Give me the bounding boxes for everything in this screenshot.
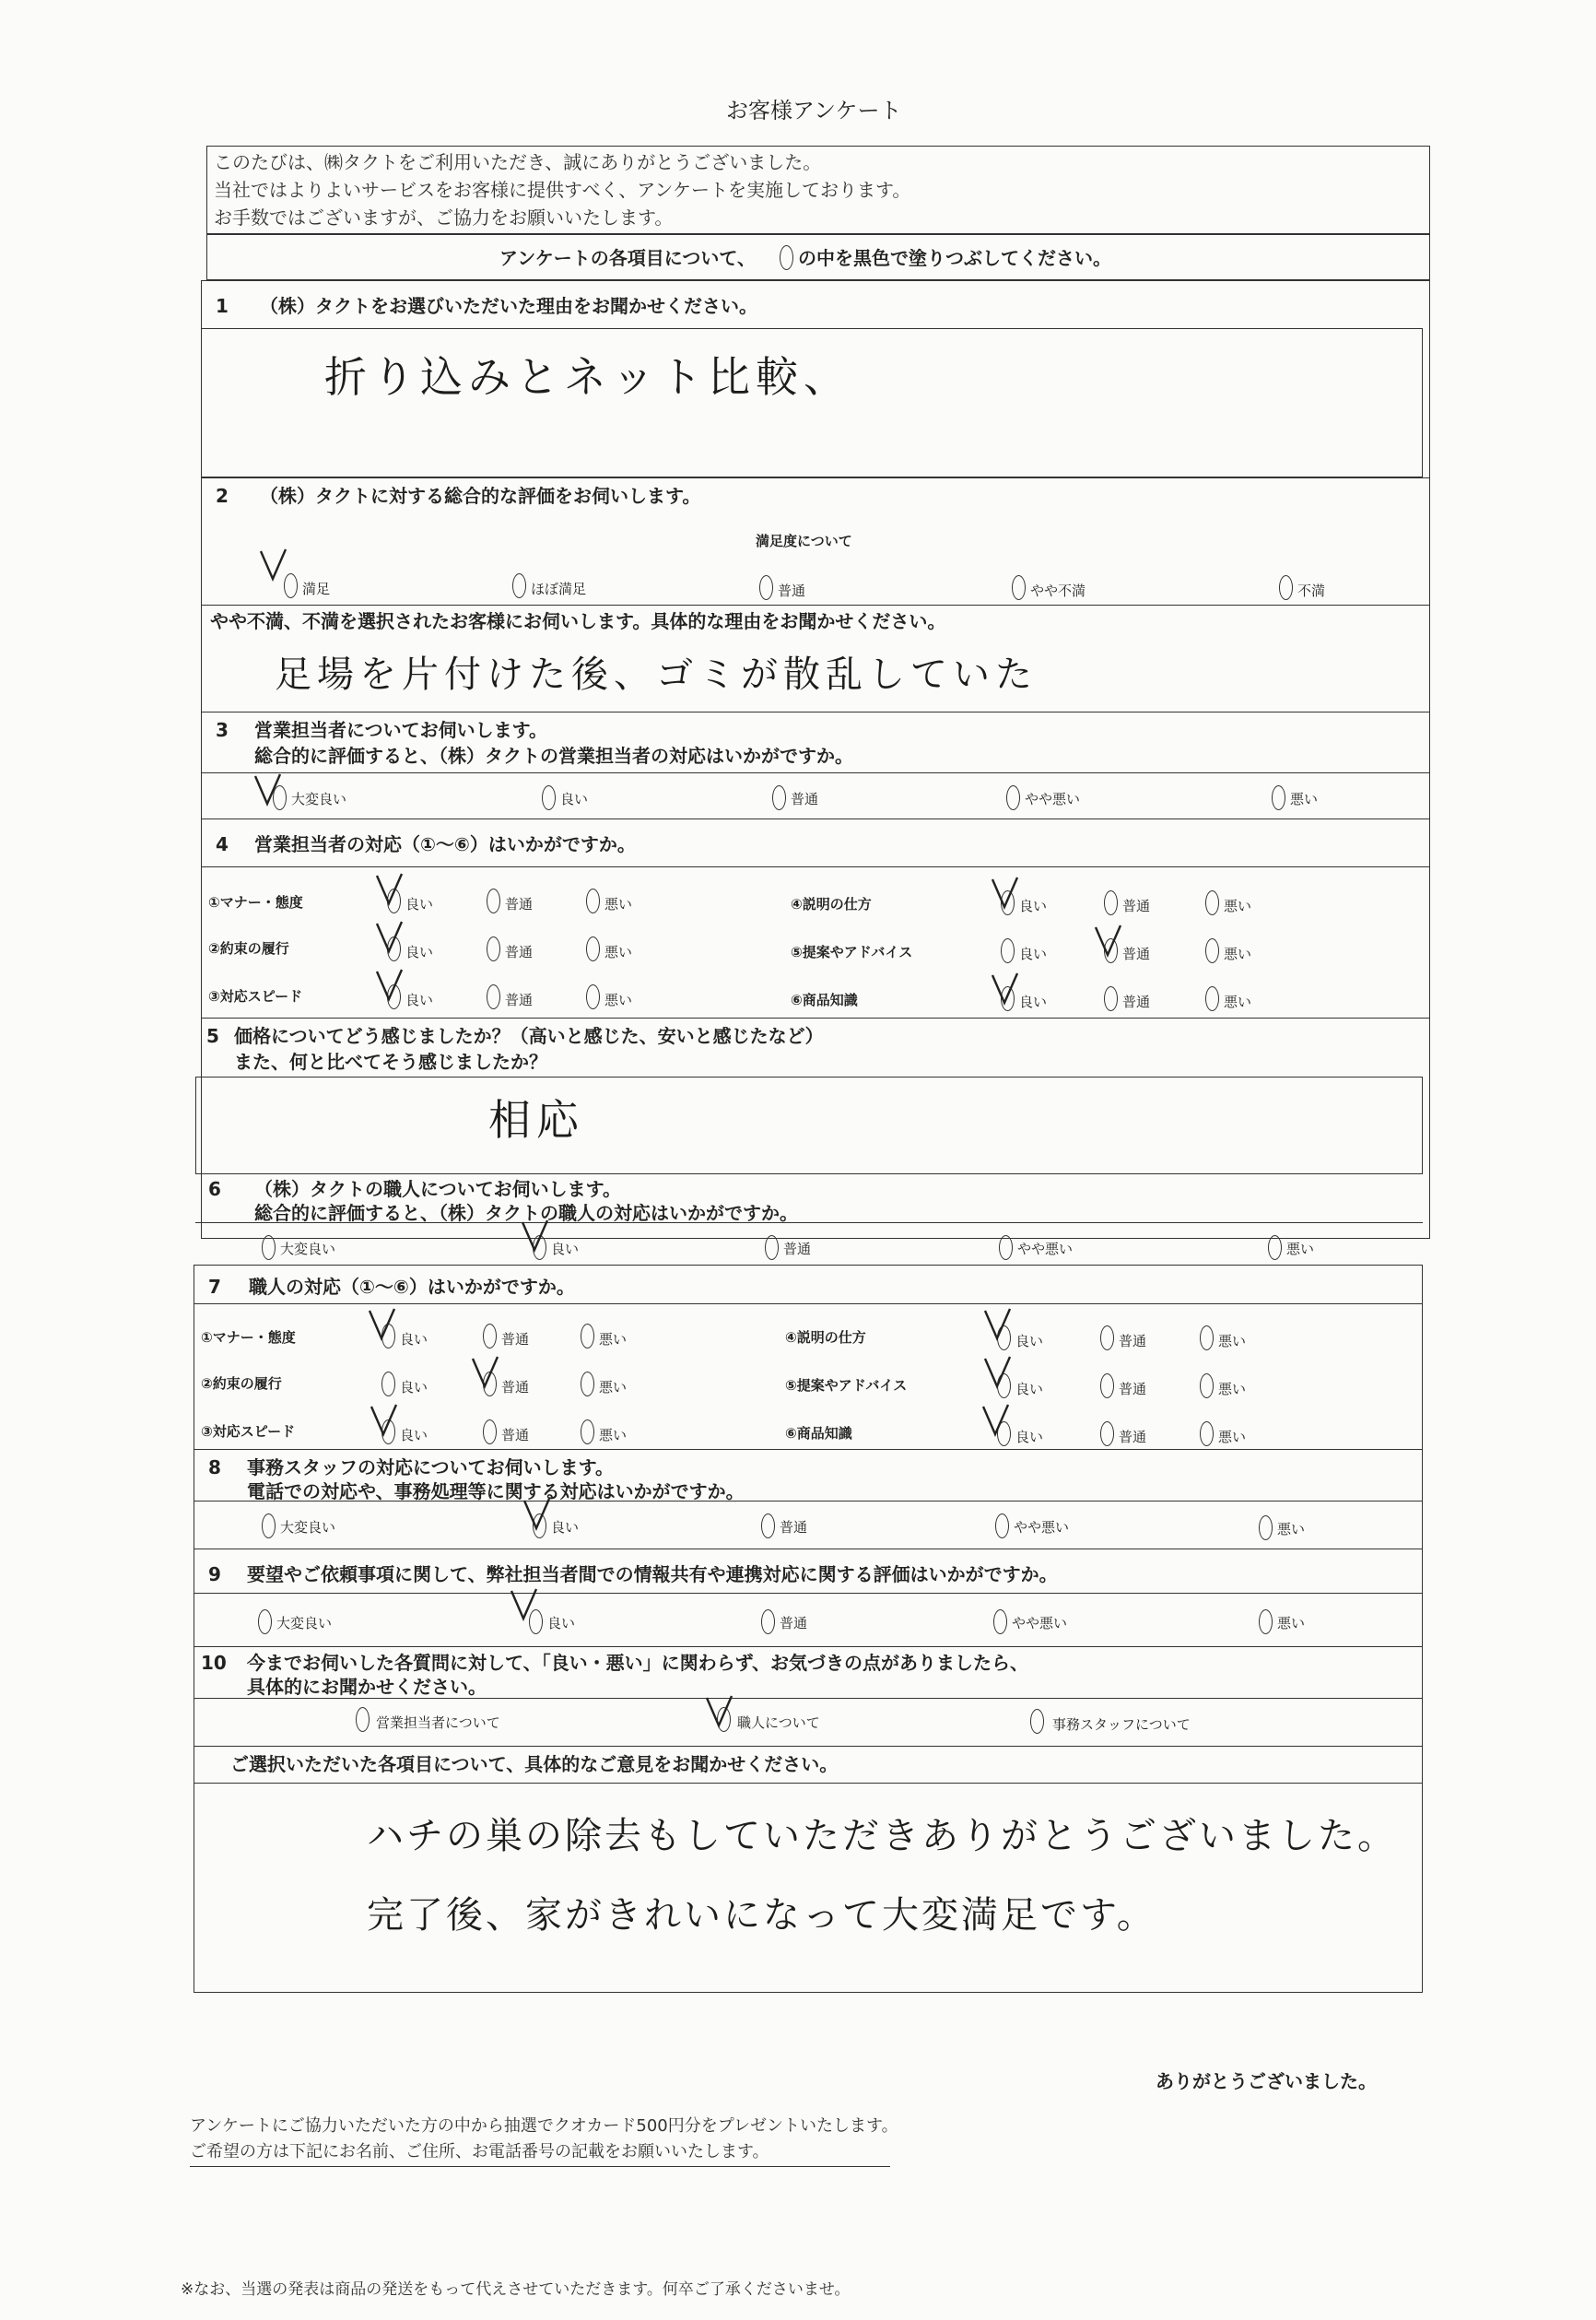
q3-option-2-oval[interactable] — [542, 785, 556, 810]
q4-scale-good: 良い — [1019, 994, 1048, 1010]
intro-line-2: 当社ではよりよいサービスをお客様に提供すべく、アンケートを実施しております。 — [214, 179, 911, 201]
q4-scale-good: 良い — [405, 992, 434, 1008]
q7-scale-bad: 悪い — [1218, 1381, 1247, 1397]
q4-number: 4 — [216, 833, 229, 855]
q4-question: 営業担当者の対応（①～⑥）はいかがですか。 — [254, 833, 636, 855]
instruction-before: アンケートの各項目について、 — [499, 247, 756, 269]
q6-option-1-label: 大変良い — [280, 1241, 336, 1257]
q4-right-1-check-icon — [990, 876, 1021, 913]
q10-check-mark-icon — [704, 1694, 735, 1731]
q4-scale-bad: 悪い — [1224, 994, 1252, 1010]
divider — [194, 1303, 1423, 1304]
q2-option-1-label: 満足 — [302, 581, 331, 597]
q6-option-4-label: やや悪い — [1017, 1241, 1074, 1257]
q8-check-mark-icon — [522, 1497, 553, 1534]
q2-option-4-oval[interactable] — [1012, 575, 1026, 600]
q2-option-5-label: 不満 — [1297, 583, 1326, 599]
q7-left-3-avg-oval[interactable] — [483, 1419, 497, 1444]
q7-left-2-good-oval[interactable] — [381, 1372, 395, 1396]
q7-left-2-bad-oval[interactable] — [581, 1372, 594, 1396]
q9-option-3-oval[interactable] — [761, 1609, 775, 1634]
q7-scale-good: 良い — [1015, 1381, 1044, 1397]
q2-check-mark-icon — [258, 548, 289, 584]
q7-scale-avg: 普通 — [501, 1331, 530, 1348]
q2-option-3-oval[interactable] — [759, 575, 773, 600]
q7-scale-bad: 悪い — [599, 1379, 628, 1396]
q7-left-3-check-icon — [369, 1403, 400, 1440]
q3-option-2-label: 良い — [560, 791, 589, 807]
q7-right-2-avg-oval[interactable] — [1100, 1373, 1114, 1398]
q7-scale-good: 良い — [400, 1331, 428, 1348]
q8-number: 8 — [208, 1456, 221, 1478]
q4-scale-avg: 普通 — [505, 896, 534, 913]
q8-option-5-oval[interactable] — [1259, 1515, 1273, 1540]
q4-right-1-bad-oval[interactable] — [1205, 890, 1219, 915]
divider — [195, 1222, 1423, 1223]
q5-number: 5 — [206, 1025, 219, 1047]
q8-option-3-label: 普通 — [780, 1519, 808, 1536]
q7-left-2-label: ②約束の履行 — [201, 1375, 282, 1392]
q3-check-mark-icon — [252, 772, 284, 809]
q2-sublabel: 満足度について — [756, 533, 852, 549]
q4-scale-good: 良い — [405, 944, 434, 960]
divider — [194, 1646, 1423, 1647]
q7-left-1-avg-oval[interactable] — [483, 1324, 497, 1348]
q7-right-3-bad-oval[interactable] — [1200, 1421, 1214, 1446]
q7-right-2-check-icon — [982, 1355, 1014, 1392]
q1-question: （株）タクトをお選びいただいた理由をお聞かせください。 — [260, 295, 757, 317]
q10-option-1-oval[interactable] — [356, 1707, 370, 1732]
q4-scale-avg: 普通 — [1122, 898, 1151, 914]
instruction-after: の中を黒色で塗りつぶしてください。 — [798, 247, 1111, 269]
q7-number: 7 — [208, 1276, 221, 1298]
q2-option-5-oval[interactable] — [1279, 575, 1293, 600]
q1-number: 1 — [216, 295, 229, 317]
q7-left-1-label: ①マナー・態度 — [201, 1329, 296, 1346]
q7-right-1-avg-oval[interactable] — [1100, 1325, 1114, 1350]
q4-left-1-check-icon — [374, 872, 405, 909]
q4-scale-good: 良い — [1019, 898, 1048, 914]
page-title: お客様アンケート — [726, 98, 902, 124]
q5-line-2: また、何と比べてそう感じましたか？ — [234, 1051, 547, 1073]
q6-option-5-oval[interactable] — [1268, 1235, 1282, 1260]
q3-option-3-oval[interactable] — [772, 785, 786, 810]
divider — [201, 605, 1430, 606]
q10-prompt: ご選択いただいた各項目について、具体的なご意見をお聞かせください。 — [230, 1753, 839, 1775]
q4-left-2-bad-oval[interactable] — [586, 936, 600, 961]
q4-scale-avg: 普通 — [505, 992, 534, 1008]
q7-right-3-label: ⑥商品知識 — [785, 1425, 852, 1442]
q3-line-1: 営業担当者についてお伺いします。 — [254, 719, 547, 741]
q4-left-2-check-icon — [374, 920, 405, 957]
q7-question: 職人の対応（①～⑥）はいかがですか。 — [249, 1276, 575, 1298]
q7-left-2-check-icon — [470, 1355, 501, 1392]
q7-left-1-check-icon — [367, 1307, 398, 1344]
q10-answer-line-2: 完了後、家がきれいになって大変満足です。 — [367, 1894, 1156, 1937]
q4-scale-bad: 悪い — [1224, 898, 1252, 914]
q10-line-1: 今までお伺いした各質問に対して、「良い・悪い」に関わらず、お気づきの点がありましたら、 — [247, 1652, 1028, 1674]
q8-option-2-label: 良い — [551, 1519, 580, 1536]
q4-right-3-bad-oval[interactable] — [1205, 986, 1219, 1011]
q2-option-2-label: ほぼ満足 — [531, 581, 587, 597]
q7-right-1-check-icon — [982, 1307, 1014, 1344]
q7-scale-bad: 悪い — [1218, 1429, 1247, 1445]
q7-right-3-check-icon — [980, 1403, 1012, 1440]
q4-left-1-bad-oval[interactable] — [586, 889, 600, 913]
q4-left-3-check-icon — [374, 968, 405, 1005]
q9-option-5-label: 悪い — [1277, 1615, 1306, 1631]
q9-question: 要望やご依頼事項に関して、弊社担当者間での情報共有や連携対応に関する評価はいかがですか。 — [247, 1563, 1058, 1585]
q3-option-1-label: 大変良い — [291, 791, 347, 807]
divider — [194, 1698, 1423, 1699]
q1-answer: 折り込みとネット比較、 — [324, 352, 851, 402]
q10-option-3-oval[interactable] — [1030, 1709, 1044, 1734]
q3-option-4-oval[interactable] — [1006, 785, 1020, 810]
q1-answer-box — [201, 328, 1423, 477]
q4-scale-bad: 悪い — [604, 944, 633, 960]
q7-scale-good: 良い — [1015, 1429, 1044, 1445]
footer-line-1: アンケートにご協力いただいた方の中から抽選でクオカード500円分をプレゼントいたします。 — [190, 2116, 898, 2136]
q7-scale-bad: 悪い — [1218, 1333, 1247, 1349]
q4-right-2-bad-oval[interactable] — [1205, 938, 1219, 963]
q9-option-5-oval[interactable] — [1259, 1609, 1273, 1634]
q3-option-5-oval[interactable] — [1272, 785, 1285, 810]
divider — [194, 1746, 1423, 1747]
q6-option-3-oval[interactable] — [765, 1235, 779, 1260]
q8-option-4-oval[interactable] — [995, 1513, 1009, 1538]
q7-scale-avg: 普通 — [501, 1379, 530, 1396]
q10-line-2: 具体的にお聞かせください。 — [247, 1676, 487, 1698]
q7-scale-avg: 普通 — [1119, 1429, 1147, 1445]
q4-right-2-good-oval[interactable] — [1001, 938, 1015, 963]
q9-option-1-label: 大変良い — [276, 1615, 333, 1631]
q9-check-mark-icon — [509, 1587, 540, 1624]
divider — [194, 1501, 1423, 1502]
q3-line-2: 総合的に評価すると、（株）タクトの営業担当者の対応はいかがですか。 — [254, 745, 853, 767]
q9-option-3-label: 普通 — [780, 1615, 808, 1631]
q4-left-2-label: ②約束の履行 — [208, 940, 289, 957]
q6-option-4-oval[interactable] — [999, 1235, 1013, 1260]
q4-scale-avg: 普通 — [505, 944, 534, 960]
q3-option-3-label: 普通 — [791, 791, 819, 807]
divider — [201, 866, 1430, 867]
q8-option-1-oval[interactable] — [262, 1513, 276, 1538]
q2-question: （株）タクトに対する総合的な評価をお伺いします。 — [260, 485, 701, 507]
q3-option-4-label: やや悪い — [1025, 791, 1081, 807]
intro-line-1: このたびは、㈱タクトをご利用いただき、誠にありがとうございました。 — [214, 151, 822, 173]
q9-number: 9 — [208, 1563, 221, 1585]
q6-number: 6 — [208, 1178, 221, 1200]
q7-scale-avg: 普通 — [1119, 1381, 1147, 1397]
q6-line-2: 総合的に評価すると、（株）タクトの職人の対応はいかがですか。 — [254, 1202, 798, 1224]
q7-scale-bad: 悪い — [599, 1427, 628, 1443]
q2-option-3-label: 普通 — [778, 583, 806, 599]
divider — [194, 1593, 1423, 1594]
q2-followup: やや不満、不満を選択されたお客様にお伺いします。具体的な理由をお聞かせください。 — [210, 610, 946, 632]
q10-answer-line-1: ハチの巣の除去もしていただきありがとうございました。 — [367, 1815, 1397, 1857]
q7-right-3-avg-oval[interactable] — [1100, 1421, 1114, 1446]
q7-scale-good: 良い — [1015, 1333, 1044, 1349]
q2-number: 2 — [216, 485, 229, 507]
q5-answer: 相応 — [488, 1095, 584, 1145]
q4-right-3-avg-oval[interactable] — [1104, 986, 1118, 1011]
q4-scale-bad: 悪い — [604, 992, 633, 1008]
q4-left-3-avg-oval[interactable] — [487, 984, 500, 1009]
q7-right-2-label: ⑤提案やアドバイス — [785, 1377, 908, 1394]
divider — [201, 818, 1430, 819]
q7-left-3-bad-oval[interactable] — [581, 1419, 594, 1444]
q6-option-1-oval[interactable] — [262, 1235, 276, 1260]
q3-option-5-label: 悪い — [1290, 791, 1319, 807]
q4-right-2-check-icon — [1093, 924, 1124, 960]
q4-left-1-avg-oval[interactable] — [487, 889, 500, 913]
q5-answer-box — [195, 1077, 1423, 1174]
q4-right-3-check-icon — [990, 972, 1021, 1008]
intro-line-3: お手数ではございますが、ご協力をお願いいたします。 — [214, 206, 674, 229]
q7-scale-good: 良い — [400, 1427, 428, 1443]
footer-underline — [190, 2166, 890, 2167]
q7-left-3-label: ③対応スピード — [201, 1423, 296, 1440]
q4-scale-bad: 悪い — [604, 896, 633, 913]
q6-line-1: （株）タクトの職人についてお伺いします。 — [254, 1178, 621, 1200]
q4-left-3-bad-oval[interactable] — [586, 984, 600, 1009]
q4-scale-avg: 普通 — [1122, 994, 1151, 1010]
thanks-text: ありがとうございました。 — [1156, 2070, 1377, 2092]
footnote: ※なお、当選の発表は商品の発送をもって代えさせていただきます。何卒ご了承くださいませ。 — [181, 2280, 851, 2299]
q9-option-1-oval[interactable] — [258, 1609, 272, 1634]
q8-option-4-label: やや悪い — [1014, 1519, 1070, 1536]
divider — [201, 1018, 1430, 1019]
divider — [201, 477, 1430, 478]
q4-left-1-label: ①マナー・態度 — [208, 894, 303, 911]
q6-option-3-label: 普通 — [783, 1241, 812, 1257]
q5-line-1: 価格についてどう感じましたか？（高いと感じた、安いと感じたなど） — [234, 1025, 824, 1047]
q2-answer: 足場を片付けた後、ゴミが散乱していた — [275, 654, 1038, 696]
q4-right-3-label: ⑥商品知識 — [791, 992, 858, 1008]
q8-option-3-oval[interactable] — [761, 1513, 775, 1538]
instruction-oval-icon — [780, 245, 793, 270]
q4-right-1-avg-oval[interactable] — [1104, 890, 1118, 915]
q4-right-1-label: ④説明の仕方 — [791, 896, 872, 913]
q6-option-5-label: 悪い — [1286, 1241, 1315, 1257]
q4-scale-bad: 悪い — [1224, 946, 1252, 962]
q7-scale-good: 良い — [400, 1379, 428, 1396]
q2-option-4-label: やや不満 — [1030, 583, 1086, 599]
q7-right-1-bad-oval[interactable] — [1200, 1325, 1214, 1350]
q4-left-2-avg-oval[interactable] — [487, 936, 500, 961]
q8-option-5-label: 悪い — [1277, 1521, 1306, 1537]
q7-scale-avg: 普通 — [501, 1427, 530, 1443]
q7-scale-bad: 悪い — [599, 1331, 628, 1348]
q10-option-2-label: 職人について — [737, 1714, 820, 1731]
footer-line-2: ご希望の方は下記にお名前、ご住所、お電話番号の記載をお願いいたします。 — [190, 2142, 769, 2161]
q4-right-2-label: ⑤提案やアドバイス — [791, 944, 913, 960]
q8-line-2: 電話での対応や、事務処理等に関する対応はいかがですか。 — [247, 1480, 745, 1502]
q8-line-1: 事務スタッフの対応についてお伺いします。 — [247, 1456, 614, 1478]
q6-check-mark-icon — [520, 1219, 551, 1255]
divider — [194, 1783, 1423, 1784]
q3-number: 3 — [216, 719, 229, 741]
q8-option-1-label: 大変良い — [280, 1519, 336, 1536]
q6-option-2-label: 良い — [551, 1241, 580, 1257]
q9-option-4-oval[interactable] — [993, 1609, 1007, 1634]
q7-right-1-label: ④説明の仕方 — [785, 1329, 866, 1346]
q4-scale-good: 良い — [405, 896, 434, 913]
divider — [194, 1449, 1423, 1450]
q10-number: 10 — [201, 1652, 227, 1674]
q7-left-1-bad-oval[interactable] — [581, 1324, 594, 1348]
divider — [201, 772, 1430, 773]
q4-scale-avg: 普通 — [1122, 946, 1151, 962]
q10-option-3-label: 事務スタッフについて — [1052, 1716, 1191, 1733]
q4-scale-good: 良い — [1019, 946, 1048, 962]
survey-form-lower — [194, 1265, 1423, 1993]
q9-option-4-label: やや悪い — [1012, 1615, 1068, 1631]
q9-option-2-label: 良い — [547, 1615, 576, 1631]
q7-scale-avg: 普通 — [1119, 1333, 1147, 1349]
q7-right-2-bad-oval[interactable] — [1200, 1373, 1214, 1398]
q4-left-3-label: ③対応スピード — [208, 988, 303, 1005]
q2-option-2-oval[interactable] — [512, 573, 526, 598]
q10-option-1-label: 営業担当者について — [376, 1714, 500, 1731]
